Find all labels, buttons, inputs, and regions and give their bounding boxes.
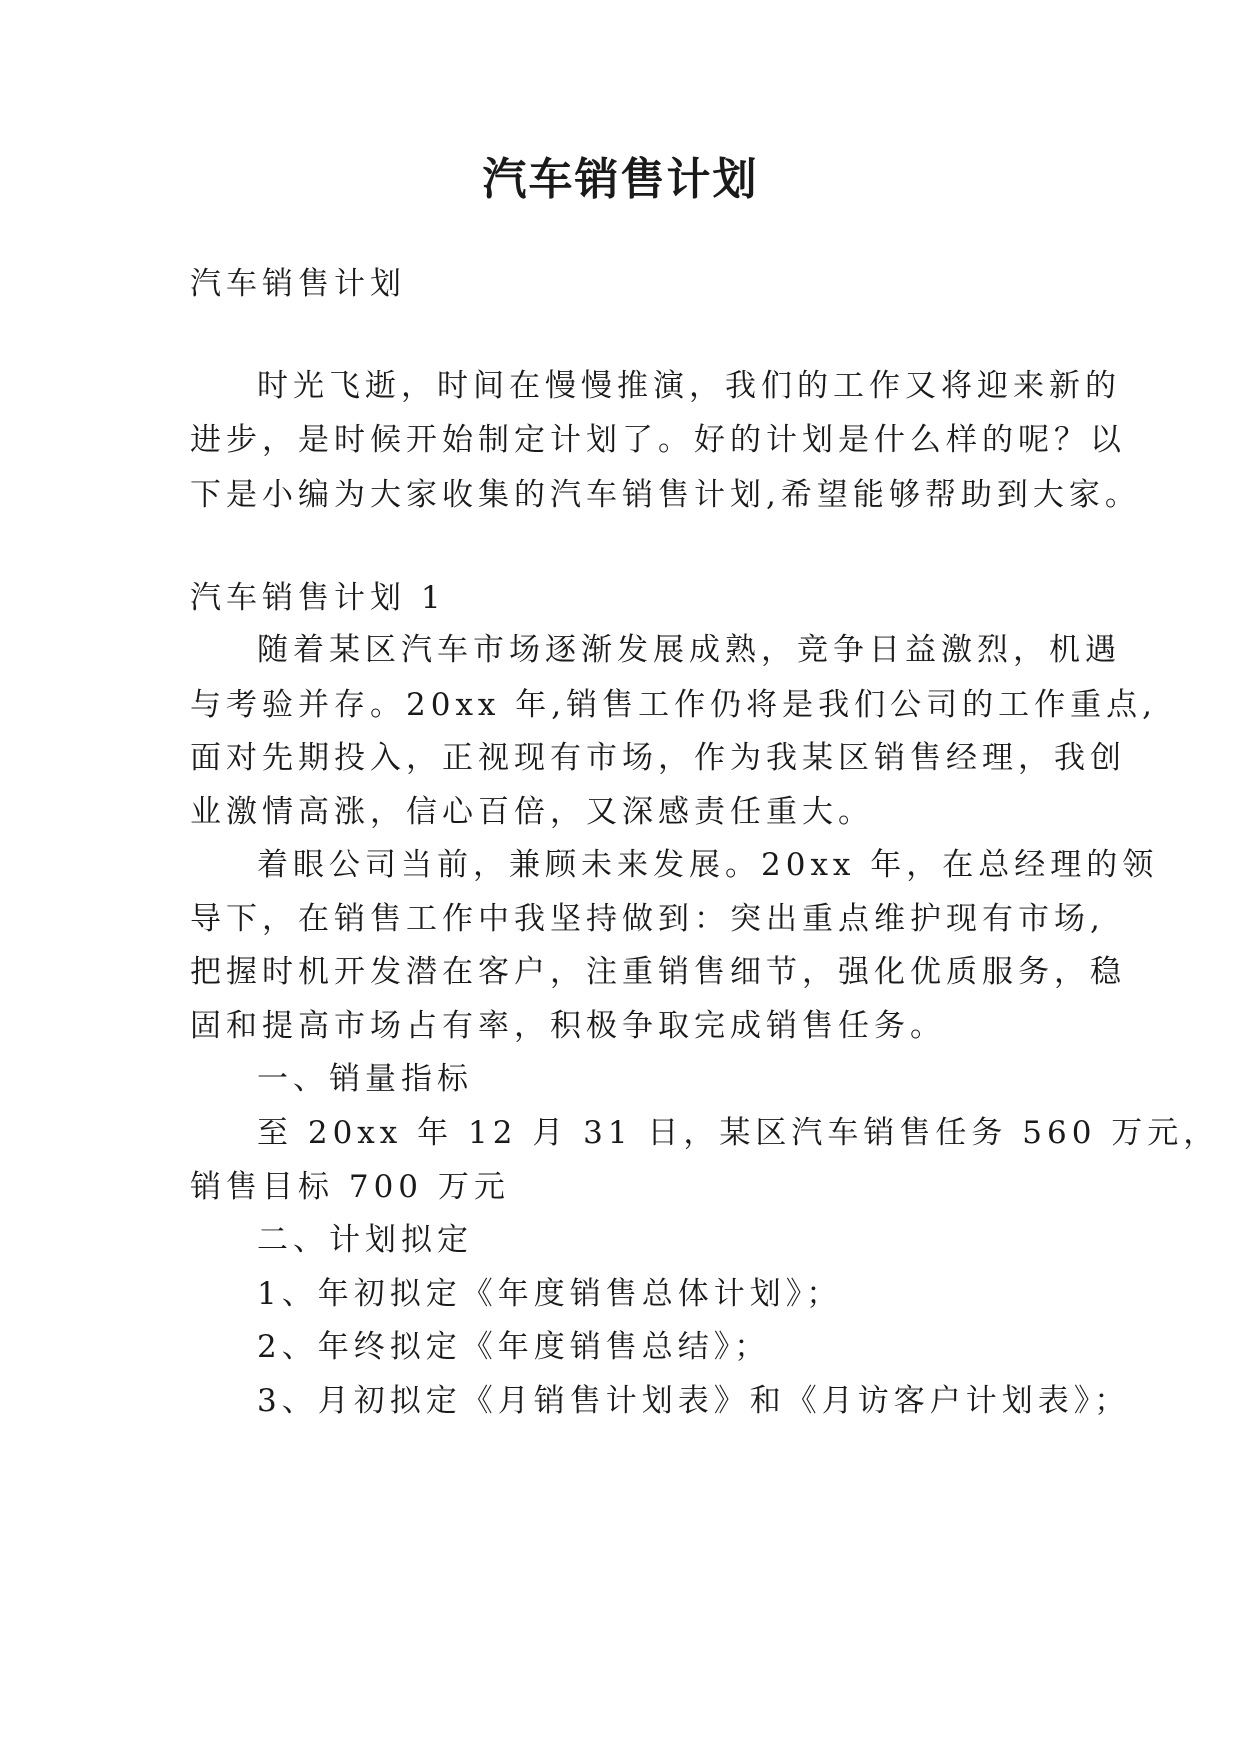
- document-subtitle: 汽车销售计划: [190, 266, 406, 302]
- paragraph-line: 与考验并存。20xx 年,销售工作仍将是我们公司的工作重点,: [190, 687, 1157, 723]
- paragraph-line: 导下，在销售工作中我坚持做到：突出重点维护现有市场,: [190, 901, 1105, 937]
- paragraph-line: 把握时机开发潜在客户，注重销售细节，强化优质服务，稳: [190, 954, 1126, 990]
- plan-heading: 二、计划拟定: [257, 1222, 473, 1258]
- paragraph-line: 面对先期投入，正视现有市场，作为我某区销售经理，我创: [190, 740, 1126, 776]
- document-title: 汽车销售计划: [482, 154, 759, 205]
- section-heading: 汽车销售计划 1: [190, 580, 446, 616]
- intro-line: 时光飞逝，时间在慢慢推演，我们的工作又将迎来新的: [257, 368, 1121, 404]
- plan-item: 2、年终拟定《年度销售总结》；: [257, 1329, 771, 1365]
- plan-item: 1、年初拟定《年度销售总体计划》；: [257, 1276, 843, 1312]
- intro-line: 进步，是时候开始制定计划了。好的计划是什么样的呢？以: [190, 422, 1126, 458]
- intro-line: 下是小编为大家收集的汽车销售计划,希望能够帮助到大家。: [190, 477, 1141, 513]
- sales-target-line: 至 20xx 年 12 月 31 日，某区汽车销售任务 560 万元，: [257, 1115, 1220, 1151]
- plan-item: 3、月初拟定《月销售计划表》和《月访客户计划表》；: [257, 1383, 1131, 1419]
- paragraph-line: 业激情高涨，信心百倍，又深感责任重大。: [190, 794, 874, 830]
- paragraph-line: 随着某区汽车市场逐渐发展成熟，竞争日益激烈，机遇: [257, 632, 1121, 668]
- paragraph-line: 着眼公司当前，兼顾未来发展。20xx 年，在总经理的领: [257, 847, 1159, 883]
- paragraph-line: 固和提高市场占有率，积极争取完成销售任务。: [190, 1008, 946, 1044]
- sales-target-line: 销售目标 700 万元: [190, 1169, 510, 1205]
- sales-heading: 一、销量指标: [257, 1061, 473, 1097]
